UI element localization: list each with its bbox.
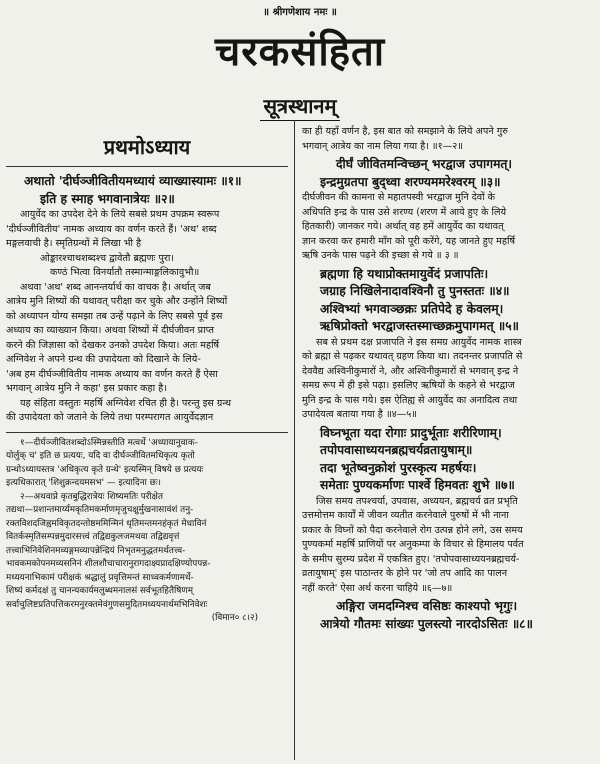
verse-line: इन्द्रमुग्रतपा बुद्ध्वा शरण्यममरेश्वरम् ॥३॥ <box>320 174 501 189</box>
commentary-line: जिस समय तपश्चर्या, उपवास, अध्ययन, ब्रह्मचर्य व्रत प्रभृति <box>316 495 518 507</box>
footnote-line: वितर्कस्मृतिसम्पन्नमुदारसत्त्वं तद्विद्यकुलजमथवा तद्विद्यवृत्तं <box>6 532 180 542</box>
footnote-line: शिष्यं कर्मदक्षं तु चानन्यकार्यमलुब्धमनालसं सर्वभूतहितैषिणम् <box>6 586 193 596</box>
column-divider <box>294 120 295 760</box>
commentary-line: सब से प्रथम दक्ष प्रजापति ने इस समग्र आयुर्वेद नामक शास्त्र <box>316 336 522 348</box>
quote-line: कण्ठं भित्वा विनर्यातौ तस्मान्माङ्गलिकावुभौ॥ <box>50 267 200 278</box>
book-title: चरकसंहिता <box>214 29 386 75</box>
commentary-line: उपादेयत्व बताया गया है ॥४—५॥ <box>302 409 418 420</box>
verse-line: तदा भूतेष्वनुक्रोशं पुरस्कृत्य महर्षयः। <box>320 460 477 475</box>
commentary-line: को ब्रह्मा से पढ़कर यथावत् ग्रहण किया था। तदनन्तर प्रजापति से <box>302 351 523 362</box>
footnote-line: तत्त्वाभिनिवेशिनमव्यङ्गमव्यापन्नेन्द्रियं निभृतमनुद्धतमर्थतत्त्व- <box>6 545 186 556</box>
footnote-rule <box>6 432 288 433</box>
commentary-line: आत्रेय मुनि शिष्यों की यथावत् परीक्षा कर चुके और उन्होंने शिष्यों <box>6 296 228 307</box>
commentary-line: अग्निवेश ने अपने ग्रन्थ की उपादेयता को दिखाने के लिये- <box>6 354 201 365</box>
commentary-line: व्रतायुषाम्' इस पाठान्तर के होने पर 'जो तप आदि का पालन <box>302 568 508 579</box>
footnote-line: योर्लुक् च' इति छ प्रत्ययः, यदि वा दीर्घञ्जीवितमधिकृत्य कृतो <box>6 451 195 461</box>
footnote-line: इत्यधिकारात् 'शिशुक्रन्दयमसभ' — इत्यादिना छः। <box>6 478 161 488</box>
verse-line: ऋषिप्रोक्तो भरद्वाजस्तस्माच्छक्रमुपागमत् ॥५॥ <box>320 319 520 333</box>
commentary-line: अध्याय का व्याख्यान किया। अथवा शिष्यों में दीर्घजीवन प्राप्त <box>6 325 215 336</box>
section-heading <box>0 92 600 121</box>
verse-line: जग्राह निखिलेनादावश्विनौ तु पुनस्ततः ॥४॥ <box>320 284 510 298</box>
commentary-line: की उपादेयता को जताने के लिये तथा परम्परागत आयुर्वेदज्ञान <box>6 412 214 423</box>
commentary-line: ऋषि उनके पास पढ़ने की इच्छा से गये ॥ ३ ॥ <box>302 250 459 261</box>
commentary-line: मङ्गलवाची है। स्मृतिग्रन्थों में लिखा भी है <box>6 238 142 249</box>
commentary-line: उत्तमोत्तम कार्यों में जीवन व्यतीत करनेवाले पुरुषों में भी नाना <box>302 510 509 521</box>
footnote-line: २—अथवाप्ने कृतबुद्धिरात्रेयः शिष्यमतिः परीक्षेत <box>20 491 163 502</box>
verse-line: समेताः पुण्यकर्माणः पार्श्वे हिमवतः शुभे ॥७॥ <box>320 478 515 492</box>
commentary-line: 'अब हम दीर्घञ्जीवितीय नामक अध्याय का वर्णन करते हैं ऐसा <box>6 368 218 380</box>
left-column <box>6 125 288 761</box>
commentary-line: समग्र रूप में ही इसे पढ़ा। इसलिए ऋषियों के कहने से भरद्वाज <box>302 380 515 391</box>
quote-line: ओङ्कारश्चाथशब्दश्च द्वावेतौ ब्रह्मणः पुरा। <box>40 252 175 264</box>
commentary-line: भगवान् आत्रेय मुनि ने कहा' इस प्रकार कहा है। <box>6 383 167 394</box>
verse-line: विघ्नभूता यदा रोगाः प्रादुर्भूताः शरीरिणाम्। <box>320 425 502 440</box>
invocation-line: ॥ श्रीगणेशाय नमः ॥ <box>263 7 337 18</box>
commentary-line: अथवा 'अथ' शब्द आनन्तर्यार्थ का वाचक है। अर्थात् जब <box>20 281 211 293</box>
commentary-line: ज्ञान करवा कर हमारी माँग को पूरी करेंगे, यह जानते हुए महर्षि <box>302 235 516 247</box>
commentary-line: यह संहिता वस्तुतः महर्षि अग्निवेश रचित ही है। परन्तु इस ग्रन्थ <box>20 397 232 409</box>
commentary-line: प्रकार के विघ्नों को पैदा करनेवाले रोग उत्पन्न होने लगे, उस समय <box>302 524 523 536</box>
commentary-line: हितकारी) जानकर गये। अर्थात् वह हमें आयुर्वेद का यथावत् <box>302 221 504 232</box>
chapter-title: प्रथमोऽध्याय <box>103 135 191 159</box>
verse-line: अश्विभ्यां भगवाञ्छक्रः प्रतिपेदे ह केवलम्। <box>320 301 504 316</box>
commentary-line: 'दीर्घञ्जीवितीय' नामक अध्याय का वर्णन करते हैं। 'अथ' शब्द <box>6 223 217 235</box>
chapter-title-rule <box>6 166 288 167</box>
commentary-line: अधिपति इन्द्र के पास उसे शरण्य (शरण में आये हुए के लिये <box>302 206 507 218</box>
footnote-line: ग्रन्थोऽध्यायस्तत्र 'अधिकृत्य कृते ग्रन्थे' इत्यस्मिन् विषये छ प्रत्ययः <box>6 464 204 475</box>
verse-line: अङ्गिरा जमदग्निश्च वसिष्ठः काश्यपो भृगुः। <box>336 599 518 613</box>
commentary-line: नहीं करते' ऐसा अर्थ करना चाहिये ॥६—७॥ <box>302 582 453 594</box>
commentary-line: देववैद्य अश्विनीकुमारों ने, और अश्विनीकुमारों से भगवान् इन्द्र ने <box>302 365 519 377</box>
verse-line: दीर्घं जीवितमन्विच्छन् भरद्वाज उपागमत्। <box>336 157 513 171</box>
commentary-line: को अध्यापन योग्य समझा तब उन्हें पढ़ाने के लिए सबसे पूर्व इस <box>6 310 223 322</box>
commentary-line: का ही यहाँ वर्णन है, इस बात को समझाने के लिये अपने गुरु <box>302 126 508 137</box>
commentary-line: आयुर्वेद का उपदेश देने के लिये सबसे प्रथम उपक्रम स्वरूप <box>20 209 220 220</box>
commentary-line: पुण्यकर्मा महर्षि प्राणियों पर अनुकम्पा के विचार से हिमालय पर्वत <box>302 539 524 550</box>
verse-line: अथातो 'दीर्घञ्जीवितीयमध्यायं व्याख्यास्यामः ॥१॥ <box>24 174 242 188</box>
section-heading-text: सूत्रस्थानम् <box>260 92 341 121</box>
footnote-line: भावकमकोपनमव्यसनिनं शीलशौचाचारानुरागदाक्ष्यप्रादक्षिण्योपपन्न- <box>6 559 211 569</box>
verse-line: ब्रह्मणा हि यथाप्रोक्तमायुर्वेदं प्रजापतिः। <box>320 266 489 281</box>
footnote-line: १—दीर्घञ्जीवितशब्दोऽस्मिन्नस्तीति मत्वर्थे 'अध्यायानुवाक- <box>20 437 198 448</box>
commentary-line: भगवान् आत्रेय का नाम लिया गया है। ॥१—२॥ <box>302 140 463 152</box>
verse-line: आत्रेयो गौतमः सांख्यः पुलस्त्यो नारदोऽसितः ॥८॥ <box>320 616 533 631</box>
footnote-reference: (विमान० ८।२) <box>211 613 258 623</box>
commentary-line: के समीप सुरम्य प्रदेश में एकत्रित हुए। 'तपोपवासाध्ययनब्रह्मचर्य- <box>302 553 520 565</box>
footnote-line: मध्ययनाभिकामं परीक्षकं श्रद्धालुं प्रवृत्तिमन्तं साध्वकर्मणामर्थे- <box>6 572 194 583</box>
right-column <box>302 125 594 761</box>
verse-line: इति ह स्माह भगवानात्रेयः ॥२॥ <box>40 191 175 206</box>
footnote-line: सर्वाचुलिष्टप्रतिपत्तिकरमनुरक्तमेवंगुणसमुदितमध्ययनार्थमभिनिवेशः <box>6 599 208 610</box>
footnote-line: तद्यथा—प्रशान्तमार्य्यमकृतिमकर्माणमृजुचक्षुर्मुखनासावंशं तनु- <box>6 505 194 515</box>
commentary-line: करने की जिज्ञासा को देखकर उनको उपदेश किया। अतः महर्षि <box>6 339 220 351</box>
verse-line: तपोपवासाध्ययनब्रह्मचर्यव्रतायुषाम्॥ <box>320 443 473 457</box>
commentary-line: मुनि इन्द्र के पास गये। इस ऐतिह्य से आयुर्वेद का अनादित्व तथा <box>302 394 518 406</box>
commentary-line: दीर्घजीवन की कामना से महातपस्वी भरद्वाज मुनि देवों के <box>302 192 496 203</box>
footnote-line: रक्तविशदजिह्वमविकृतदन्तोष्ठममिन्मिनं धृतिमन्तमनहंकृतं मेधाविनं <box>6 518 207 529</box>
